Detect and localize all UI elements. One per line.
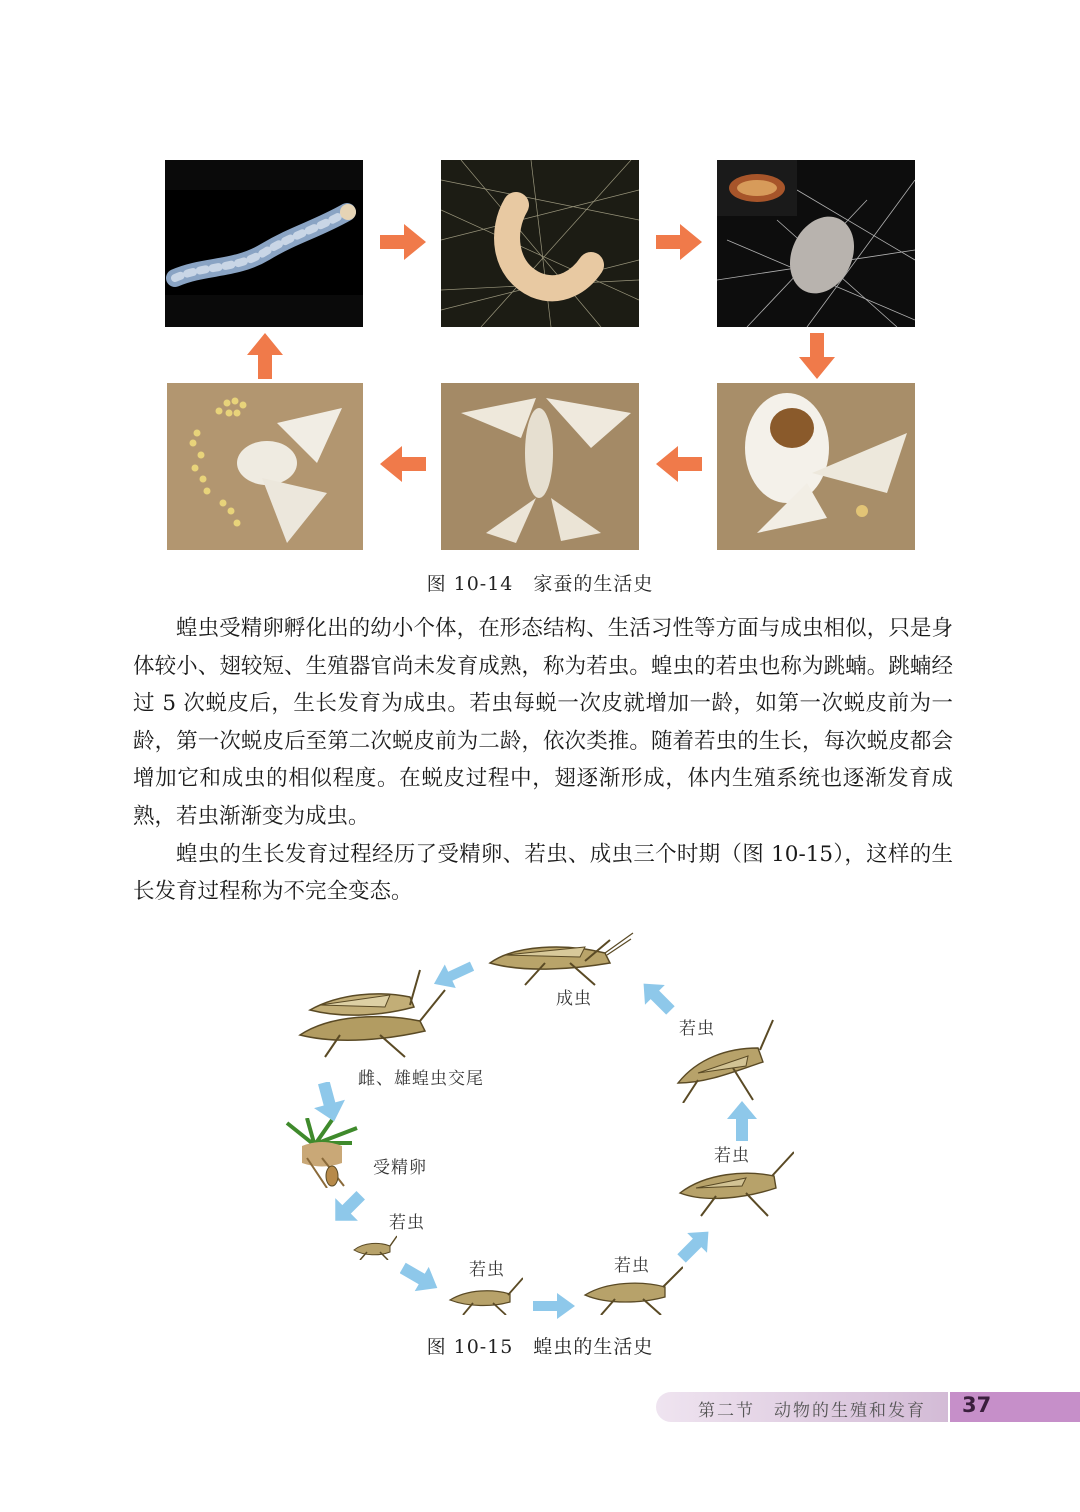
label-mating: 雌、雄蝗虫交尾 xyxy=(358,1069,484,1089)
arrow-left-1 xyxy=(656,446,702,482)
blue-arrow-adult-to-mating xyxy=(432,960,474,990)
label-nymph-4: 若虫 xyxy=(714,1146,750,1166)
label-nymph-3: 若虫 xyxy=(614,1256,650,1276)
arrow-down xyxy=(799,333,835,379)
photo-moths-mating xyxy=(441,383,639,550)
arrow-up xyxy=(247,333,283,379)
paragraph-1: 蝗虫受精卵孵化出的幼小个体，在形态结构、生活习性等方面与成虫相似，只是身体较小、翅较短、生殖器官尚未发育成熟，称为若虫。蝗虫的若虫也称为跳蝻。跳蝻经过 5 次蜕皮后，生长发育为成虫。若虫每蜕一次皮就增加一龄，如第一次蜕皮前为一龄，第一次蜕皮后至第二次蜕皮前为二龄，依次类推。随着若虫的生长，每次蜕皮都会增加它和成虫的相似程度。在蜕皮过程中，翅逐渐形成，体内生殖系统也逐渐发育成熟，若虫渐渐变为成虫。 xyxy=(133,616,953,829)
label-adult: 成虫 xyxy=(556,989,592,1009)
label-egg: 受精卵 xyxy=(373,1158,427,1178)
page-number: 37 xyxy=(962,1393,992,1417)
blue-arrow-mating-to-egg xyxy=(312,1082,346,1122)
label-nymph-5: 若虫 xyxy=(679,1019,715,1039)
body-text xyxy=(133,610,953,911)
photo-silkworm-cocoon xyxy=(717,160,915,327)
blue-arrow-nymph1-to-nymph2 xyxy=(400,1262,440,1294)
photo-silkworm-spinning xyxy=(441,160,639,327)
figure-10-14-caption: 图 10-14 家蚕的生活史 xyxy=(426,573,654,595)
grasshopper-nymph-2 xyxy=(448,1275,523,1315)
figure-10-15-caption: 图 10-15 蝗虫的生活史 xyxy=(426,1336,654,1358)
blue-arrow-nymph4-to-nymph5 xyxy=(727,1101,757,1141)
blue-arrow-nymph3-to-nymph4 xyxy=(676,1226,714,1264)
photo-moth-emerging xyxy=(717,383,915,550)
grasshopper-adult xyxy=(485,925,635,987)
photo-moth-eggs xyxy=(167,383,363,550)
grasshopper-nymph-1 xyxy=(352,1232,397,1260)
grasshopper-mating-pair xyxy=(290,965,450,1060)
blue-arrow-nymph5-to-adult xyxy=(638,978,676,1016)
paragraph-2: 蝗虫的生长发育过程经历了受精卵、若虫、成虫三个时期（图 10-15），这样的生长发育过程称为不完全变态。 xyxy=(133,841,953,905)
blue-arrow-nymph2-to-nymph3 xyxy=(533,1292,575,1320)
label-nymph-2: 若虫 xyxy=(469,1260,505,1280)
arrow-right-2 xyxy=(656,224,702,260)
arrow-right-1 xyxy=(380,224,426,260)
arrow-left-2 xyxy=(380,446,426,482)
label-nymph-1: 若虫 xyxy=(389,1213,425,1233)
footer-section-title: 第二节 动物的生殖和发育 xyxy=(698,1401,926,1421)
fertilized-egg-plant xyxy=(282,1118,362,1188)
blue-arrow-egg-to-nymph1 xyxy=(330,1190,366,1226)
photo-silkworm-larva xyxy=(165,160,363,327)
